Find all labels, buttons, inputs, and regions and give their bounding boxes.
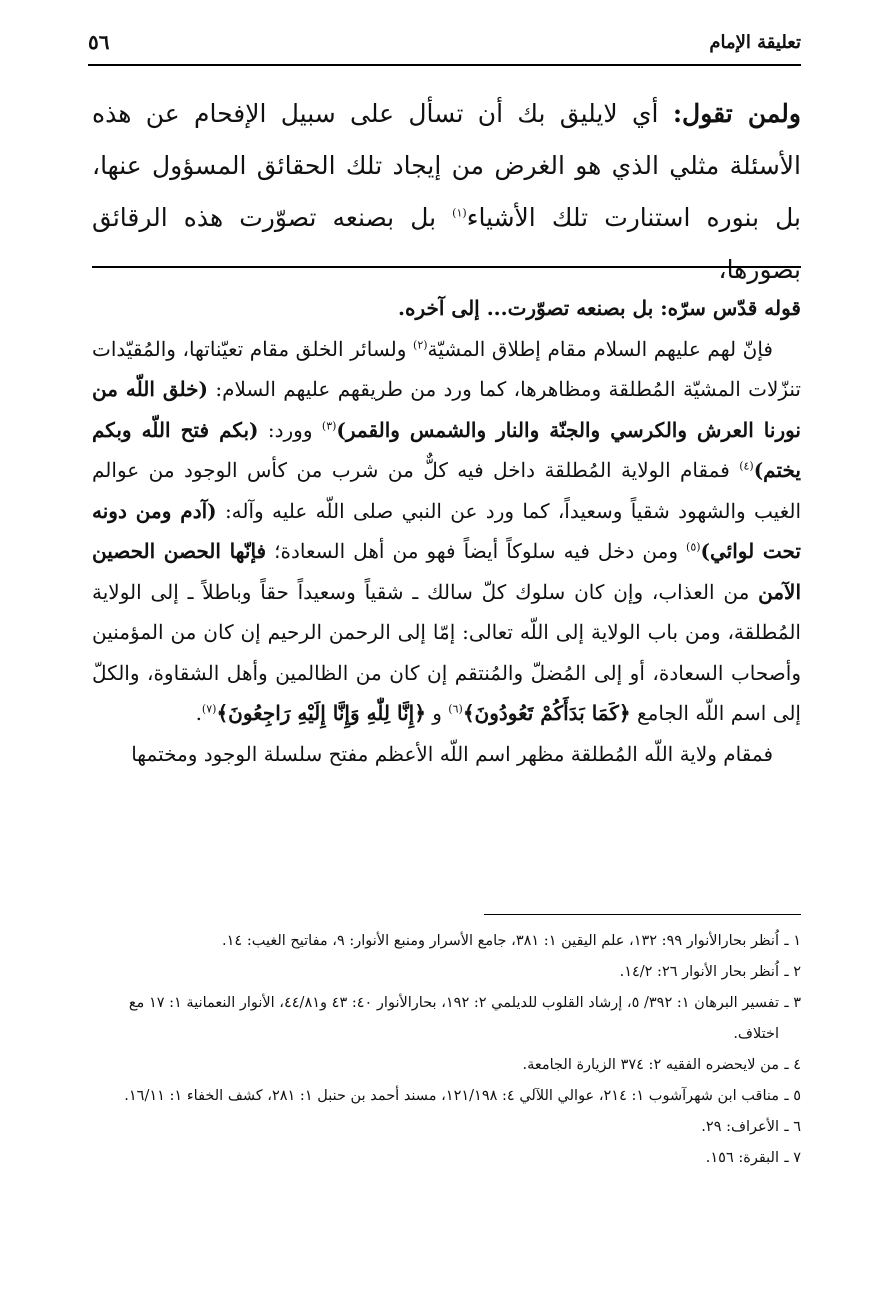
footnote-text: مناقب ابن شهرآشوب ١: ٢١٤، عوالي اللآلي ٤: ١٢١/١٩٨، مسند أحمد بن حنبل ١: ٢٨١، كشف الخفاء ١: ١٦/١١. [124,1088,779,1104]
footnote [92,926,801,957]
footnote-number: ٤ ـ [784,1057,801,1073]
footnote-text: البقرة: ١٥٦. [705,1150,779,1166]
text-divider [92,266,801,268]
main-text-part1: أي لايليق بك أن تسأل على سبيل الإفحام عن هذه الأسئلة مثلي الذي هو الغرض من إيجاد تلك الحقائق المسؤول عنها، بل بنوره استنارت تلك الأشياء [92,99,802,232]
footnote-ref-2[interactable]: (٢) [413,337,428,351]
footnote-number: ٧ ـ [784,1150,801,1166]
running-header [88,26,801,62]
quran-verse-1: ﴿كَمَا بَدَأَكُمْ تَعُودُونَ﴾ [462,701,631,725]
footnote [92,1143,801,1174]
main-text [92,88,801,296]
footnote-ref-7[interactable]: (٧) [201,702,217,716]
footnote-number: ٣ ـ [784,995,801,1011]
footnote-number: ٢ ـ [784,964,801,980]
main-text-part2: بل بصنعه تصوّرت هذه الرقائق بصورها، [92,203,801,284]
hadith-quote-3: (آدم ومن دونه تحت لوائي) [92,498,801,563]
footnotes [92,926,801,1174]
footnote-divider [484,914,801,915]
footnote-text: اُنظر بحار الأنوار ٢٦: ١٤/٢. [619,964,779,980]
text-segment: ومن دخل فيه سلوكاً أيضاً فهو من أهل السعادة؛ [266,539,687,563]
footnote-ref-5[interactable]: (٥) [686,540,701,554]
footnote-number: ٥ ـ [784,1088,801,1104]
footnote [92,1112,801,1143]
page-number: ٥٦ [88,30,110,54]
footnote [92,1050,801,1081]
text-segment: فإنّ لهم عليهم السلام مقام إطلاق المشيّة [427,336,773,361]
header-divider [88,64,801,66]
commentary-paragraph-2: فمقام ولاية اللّه المُطلقة مظهر اسم اللّه الأعظم مفتح سلسلة الوجود ومختمها [131,741,773,766]
bold-phrase: فإنّها الحصن الحصين الآمن [92,539,801,604]
footnote-text: من لايحضره الفقيه ٢: ٣٧٤ الزيارة الجامعة. [522,1057,779,1073]
footnote-number: ٦ ـ [784,1119,801,1135]
hadith-quote-1: (خلق اللّه من نورنا العرش والكرسي والجنّة والنار والشمس والقمر) [92,377,801,442]
book-title: تعليقة الإمام [709,32,801,53]
commentary-paragraph-1 [92,329,801,734]
footnote-ref-4[interactable]: (٤) [739,459,754,473]
text-segment: وورد: [258,417,322,442]
footnote-ref-1[interactable]: (١) [452,206,467,220]
footnote-text: اُنظر بحارالأنوار ٩٩: ١٣٢، علم اليقين ١: ٣٨١، جامع الأسرار ومنبع الأنوار: ٩، مفاتيح الغيب: ١٤. [222,933,779,949]
text-segment: و [425,701,449,725]
commentary-section [92,288,801,774]
quran-verse-2: ﴿إِنَّا لِلّٰهِ وَإِنَّا إِلَيْهِ رَاجِعُونَ﴾ [216,701,426,725]
footnote-ref-6[interactable]: (٦) [448,702,463,716]
footnote-text: الأعراف: ٢٩. [701,1119,779,1135]
footnote [92,988,801,1050]
footnote-number: ١ ـ [784,933,801,949]
text-segment: فمقام الولاية المُطلقة داخل فيه كلٌّ من شرب من كأس الوجود من عوالم الغيب والشهود شقياً وسعيداً، كما ورد عن النبي صلى اللّه عليه وآله: [92,458,802,523]
main-text-lead: ولمن تقول: [672,99,802,128]
footnote-ref-3[interactable]: (٣) [321,418,337,432]
footnote [92,1081,801,1112]
text-segment: . [195,701,202,725]
footnote [92,957,801,988]
text-segment: ولسائر الخلق مقام تعيّناتها، والمُقيّدات تنزّلات المشيّة المُطلقة ومظاهرها، كما ورد من طريقهم عليهم السلام: [92,336,802,401]
hadith-quote-2: (بكم فتح اللّه وبكم يختم) [92,417,801,482]
footnote-text: تفسير البرهان ١: ٣٩٢/ ٥، إرشاد القلوب للديلمي ٢: ١٩٢، بحارالأنوار ٤٠: ٤٣ و٤٤/٨١، الأنوار النعمانية ١: ١٧ مع اختلاف. [128,995,779,1042]
commentary-heading: قوله قدّس سرّه: بل بصنعه تصوّرت... إلى آخره. [398,296,801,320]
text-segment: من العذاب، وإن كان سلوك كلّ سالك ـ شقياً وسعيداً حقاً وباطلاً ـ إلى الولاية المُطلقة، ومن باب الولاية إلى اللّه تعالى: إمّا إلى الرحمن الرحيم إن كان من المؤمنين وأصحاب السعادة، أو إلى المُضلّ والمُنتقم إن كان من الظالمين وأهل الشقاوة، والكلّ إلى اسم اللّه الجامع [92,579,801,725]
